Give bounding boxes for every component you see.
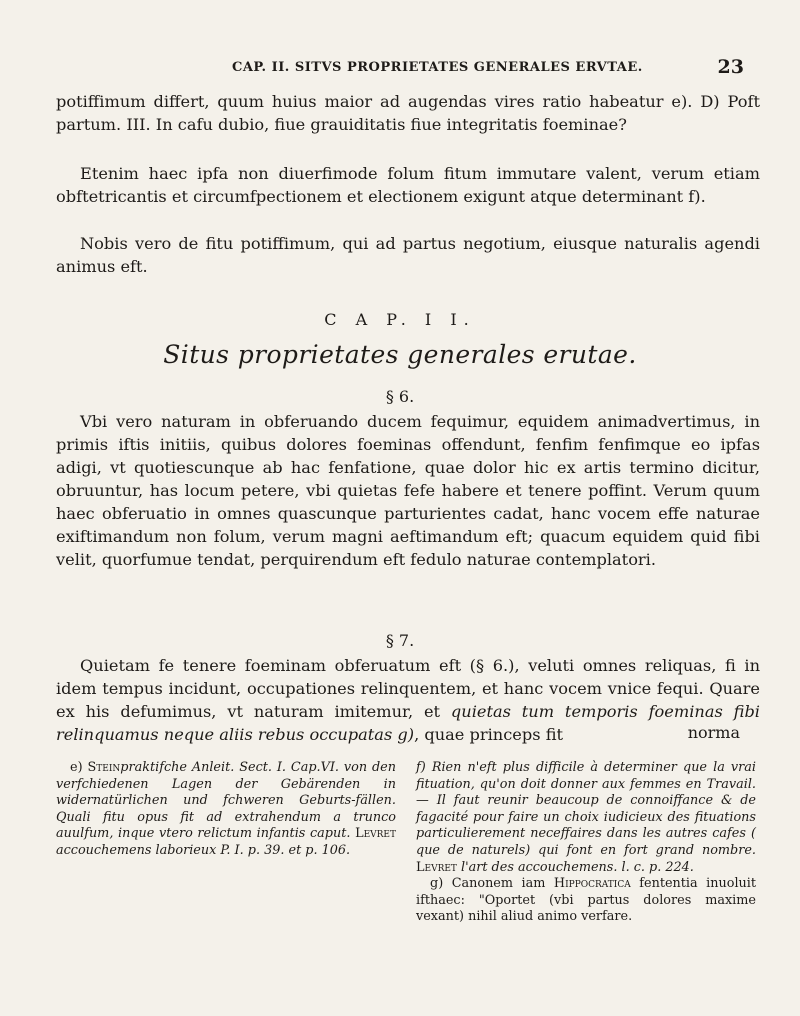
section-7-text-a: Quietam fe tenere foeminam obferuatum eft (§ 6.), veluti omnes reliquas, fi in idem tempus incidunt, occupationes relinquentem, et hanc vocem vnice fequi. Quare ex his defumimus, vt naturam imitemur, et bbox=[56, 656, 760, 721]
page-number: 23 bbox=[717, 56, 744, 78]
paragraph-3: Nobis vero de fitu potiffimum, qui ad partus negotium, eiusque naturalis agendi animus eft. bbox=[56, 234, 760, 276]
footnote-e bbox=[56, 760, 396, 860]
section-7-text bbox=[56, 654, 760, 746]
footnote-f bbox=[416, 760, 756, 876]
footnote-g bbox=[416, 876, 756, 926]
footnotes-left-column bbox=[56, 760, 396, 860]
catchword: norma bbox=[687, 723, 740, 742]
footnote-e-author: Stein bbox=[87, 760, 121, 775]
running-head: CAP. II. SITVS PROPRIETATES GENERALES ERVTAE. bbox=[232, 60, 643, 75]
footnote-f-tail: l'art des accouchemens. l. c. p. 224. bbox=[456, 859, 694, 875]
paragraph-2: Etenim haec ipfa non diuerfimode folum fitum immutare valent, verum etiam obftetricantis et circumfpectionem et electionem exigunt atque determinant f). bbox=[56, 164, 760, 206]
section-7-label: § 7. bbox=[385, 631, 415, 650]
section-7-italic: quietas tum temporis foeminas fibi relinquamus neque aliis rebus occupatas g) bbox=[56, 702, 760, 744]
footnote-g-hippocratica: Hippocratica bbox=[553, 876, 631, 892]
section-6-label: § 6. bbox=[385, 387, 415, 406]
footnote-e-marker: e) bbox=[70, 760, 88, 775]
footnote-g-text: fententia inuoluit ifthaec: "Oportet (vbi partus dolores maxime vexant) nihil aliud animo verfare. bbox=[416, 876, 757, 925]
page-header bbox=[0, 56, 800, 86]
footnote-e-tail: accouchemens laborieux P. I. p. 39. et p. 106. bbox=[56, 842, 351, 858]
section-6-text: Vbi vero naturam in obferuando ducem fequimur, equidem animadvertimus, in primis iftis initiis, quibus dolores foeminas offendunt, fenfim fenfimque eo ipfas adigi, vt quotiescunque ab hac fenfatione, quae dolor hic ex artis termino dicitur, obruuntur, has locum petere, vbi quietas fefe habere et tenere poffint. Verum quum haec obferuatio in omnes quascunque parturientes cadat, hanc vocem effe naturae exiftimandum non folum, verum magni aeftimandum eft; quacum equidem quid fibi velit, quorfumue tendat, perquirendum eft fedulo naturae contemplatori. bbox=[56, 412, 760, 569]
chapter-label: C A P. I I. bbox=[324, 310, 476, 329]
footnote-f-text: f) Rien n'eft plus difficile à determiner que la vrai fituation, qu'on doit donner aux femmes en Travail. — Il faut reunir beaucoup de connoiffance & de fagacité pour faire un choix iudicieux des fituations particulierement neceffaires dans les autres cafes ( que de naturels) qui font en fort grand nombre. bbox=[416, 760, 756, 858]
chapter-title: Situs proprietates generales erutae. bbox=[163, 340, 637, 369]
footnotes-right-column bbox=[416, 760, 756, 926]
footnote-e-text: praktifche Anleit. Sect. I. Cap.VI. von den verfchiedenen Lagen der Gebärenden in widernatürlichen und fchweren Geburts-fällen. Quali fitu opus fit ad extrahendum a trunco auulfum, inque vtero relictum infantis caput. bbox=[56, 760, 396, 842]
footnote-f-levret: Levret bbox=[416, 859, 457, 875]
footnote-e-levret: Levret bbox=[355, 826, 396, 842]
paragraph-1: potiffimum differt, quum huius maior ad augendas vires ratio habeatur e). D) Poft partum. III. In cafu dubio, fiue grauiditatis fiue integritatis foeminae? bbox=[56, 92, 760, 134]
section-7-text-b: , quae princeps fit bbox=[414, 725, 563, 744]
footnote-g-marker: g) Canonem iam bbox=[430, 876, 554, 892]
